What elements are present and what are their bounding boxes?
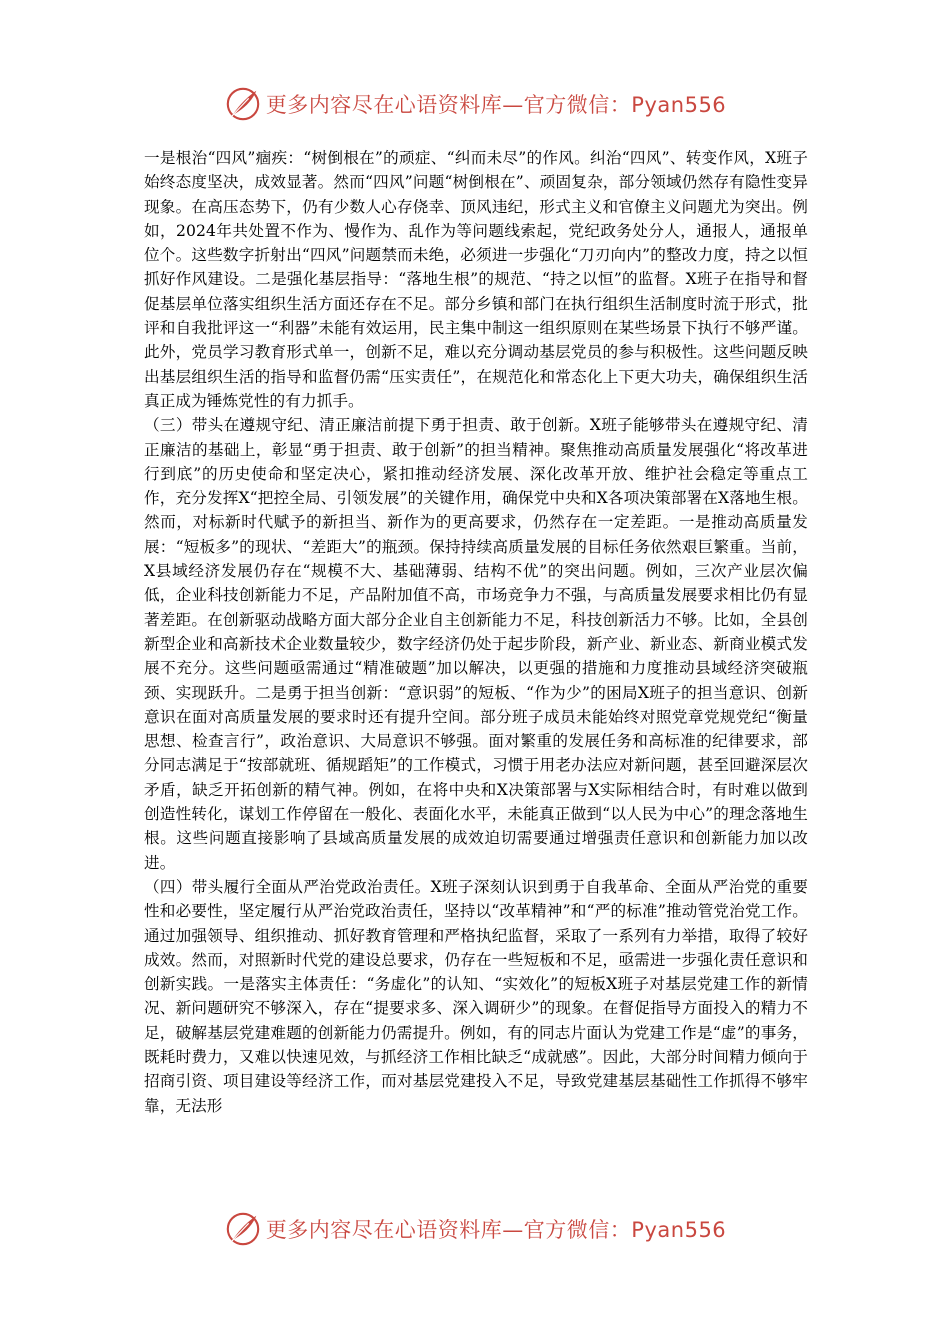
footer-banner-text: 更多内容尽在心语资料库—官方微信：Pyan556: [265, 1218, 727, 1242]
paragraph-3: （四）带头履行全面从严治党政治责任。X班子深刻认识到勇于自我革命、全面从严治党的重要性和必要性，坚定履行从严治党政治责任，坚持以“改革精神”和“严的标准”推动管党治党工作。通过加强领导、组织推动、抓好教育管理和严格执纪监督，采取了一系列有力举措，取得了较好成效。然而，对照新时代党的建设总要求，仍存在一些短板和不足，亟需进一步强化责任意识和创新实践。一是落实主体责任：“务虚化”的认知、“实效化”的短板X班子对基层党建工作的新情况、新问题研究不够深入，存在“提要求多、深入调研少”的现象。在督促指导方面投入的精力不足，破解基层党建难题的创新能力仍需提升。例如，有的同志片面认为党建工作是“虚”的事务，既耗时费力，又难以快速见效，与抓经济工作相比缺乏“成就感”。因此，大部分时间精力倾向于招商引资、项目建设等经济工作，而对基层党建投入不足，导致党建基层基础性工作抓得不够牢靠，无法形: [144, 877, 808, 1115]
paragraph-1: 一是根治“四风”痼疾：“树倒根在”的顽症、“纠而未尽”的作风。纠治“四风”、转变作风，X班子始终态度坚决，成效显著。然而“四风”问题“树倒根在”、顽固复杂，部分领域仍然存有隐性变异现象。在高压态势下，仍有少数人心存侥幸、顶风违纪，形式主义和官僚主义问题尤为突出。例如，2024年共处置不作为、慢作为、乱作为等问题线索起，党纪政务处分人，通报人，通报单位个。这些数字折射出“四风”问题禁而未绝，必须进一步强化“刀刃向内”的整改力度，持之以恒抓好作风建设。二是强化基层指导：“落地生根”的规范、“持之以恒”的监督。X班子在指导和督促基层单位落实组织生活方面还存在不足。部分乡镇和部门在执行组织生活制度时流于形式，批评和自我批评这一“利器”未能有效运用，民主集中制这一组织原则在某些场景下执行不够严谨。此外，党员学习教育形式单一，创新不足，难以充分调动基层党员的参与积极性。这些问题反映出基层组织生活的指导和监督仍需“压实责任”，在规范化和常态化上下更大功夫，确保组织生活真正成为锤炼党性的有力抓手。: [144, 149, 808, 410]
header-banner: [0, 82, 950, 126]
paragraph-2: （三）带头在遵规守纪、清正廉洁前提下勇于担责、敢于创新。X班子能够带头在遵规守纪、清正廉洁的基础上，彰显“勇于担责、敢于创新”的担当精神。聚焦推动高质量发展强化“将改革进行到底”的历史使命和坚定决心，紧扣推动经济发展、深化改革开放、维护社会稳定等重点工作，充分发挥X“把控全局、引领发展”的关键作用，确保党中央和X各项决策部署在X落地生根。然而，对标新时代赋予的新担当、新作为的更高要求，仍然存在一定差距。一是推动高质量发展：“短板多”的现状、“差距大”的瓶颈。保持持续高质量发展的目标任务依然艰巨繁重。当前，X县域经济发展仍存在“规模不大、基础薄弱、结构不优”的突出问题。例如，三次产业层次偏低，企业科技创新能力不足，产品附加值不高，市场竞争力不强，与高质量发展要求相比仍有显著差距。在创新驱动战略方面大部分企业自主创新能力不足，科技创新活力不够。比如，全县创新型企业和高新技术企业数量较少，数字经济仍处于起步阶段，新产业、新业态、新商业模式发展不充分。这些问题亟需通过“精准破题”加以解决，以更强的措施和力度推动县域经济突破瓶颈、实现跃升。二是勇于担当创新：“意识弱”的短板、“作为少”的困局X班子的担当意识、创新意识在面对高质量发展的要求时还有提升空间。部分班子成员未能始终对照党章党规党纪“衡量思想、检查言行”，政治意识、大局意识不够强。面对繁重的发展任务和高标准的纪律要求，部分同志满足于“按部就班、循规蹈矩”的工作模式，习惯于用老办法应对新问题，甚至回避深层次矛盾，缺乏开拓创新的精气神。例如，在将中央和X决策部署与X实际相结合时，有时难以做到创造性转化，谋划工作停留在一般化、表面化水平，未能真正做到“以人民为中心”的理念落地生根。这些问题直接影响了县域高质量发展的成效迫切需要通过增强责任意识和创新能力加以改进。: [144, 416, 808, 872]
header-banner-text: 更多内容尽在心语资料库—官方微信：Pyan556: [265, 93, 727, 117]
feather-pen-logo-icon: [224, 85, 262, 123]
document-body: [144, 146, 808, 1118]
footer-banner: [0, 1207, 950, 1251]
feather-pen-logo-icon: [224, 1210, 262, 1248]
